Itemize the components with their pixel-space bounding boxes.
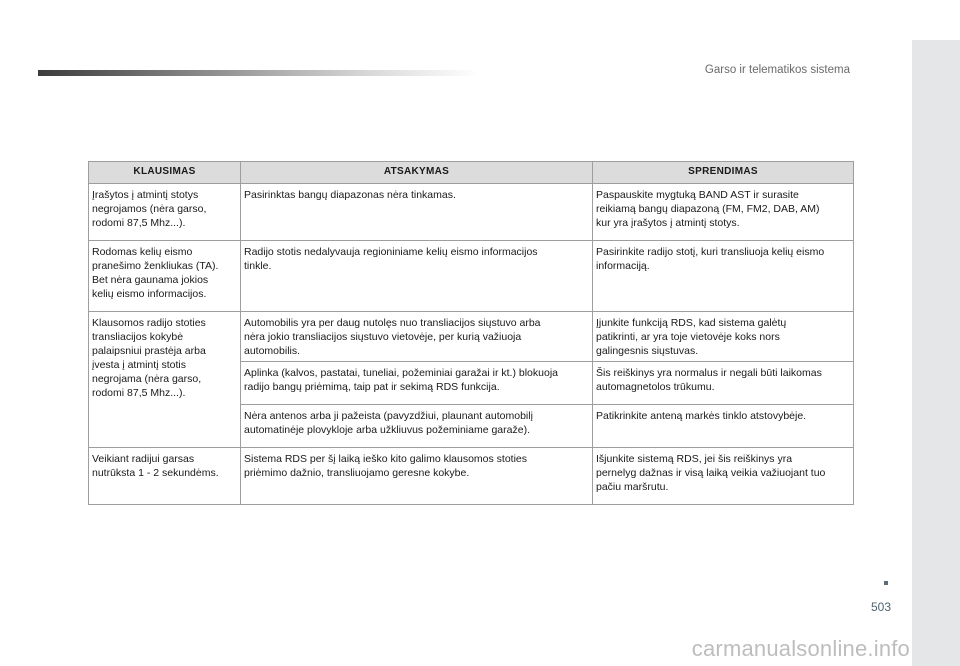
text-line: Nėra antenos arba ji pažeista (pavyzdžiui, plaunant automobilį bbox=[244, 410, 533, 422]
text-line: kur yra įrašytos į atmintį stotys. bbox=[596, 217, 740, 229]
text-line: įvesta į atmintį stotis bbox=[92, 359, 186, 371]
page-marker-square bbox=[884, 581, 888, 585]
answer-cell bbox=[241, 184, 593, 241]
text-line: Veikiant radijui garsas bbox=[92, 453, 195, 465]
table-row bbox=[89, 241, 854, 312]
text-line: pernelyg dažnas ir visą laiką veikia važiuojant tuo bbox=[596, 467, 826, 479]
answer-cell bbox=[241, 312, 593, 362]
text-line: Įjunkite funkciją RDS, kad sistema galėtų bbox=[596, 317, 787, 329]
text-line: informaciją. bbox=[596, 260, 650, 272]
text-line: galingesnis siųstuvas. bbox=[596, 345, 699, 357]
solution-cell bbox=[593, 362, 854, 405]
text-line: Išjunkite sistemą RDS, jei šis reiškinys yra bbox=[596, 453, 793, 465]
text-line: Bet nėra gaunama jokios bbox=[92, 274, 209, 286]
text-line: Klausomos radijo stoties bbox=[92, 317, 206, 329]
text-line: negrojama (nėra garso, bbox=[92, 373, 202, 385]
question-cell bbox=[89, 448, 241, 505]
text-line: transliacijos kokybė bbox=[92, 331, 184, 343]
solution-cell bbox=[593, 448, 854, 505]
text-line: automobilis. bbox=[244, 345, 301, 357]
text-line: negrojamos (nėra garso, bbox=[92, 203, 207, 215]
text-line: priėmimo dažnio, transliuojamo geresne kokybe. bbox=[244, 467, 470, 479]
text-line: Patikrinkite anteną markės tinklo atstovybėje. bbox=[596, 410, 807, 422]
header-gradient-bar bbox=[38, 70, 478, 76]
text-line: Radijo stotis nedalyvauja regioniniame kelių eismo informacijos bbox=[244, 246, 538, 258]
text-line: Pasirinktas bangų diapazonas nėra tinkamas. bbox=[244, 189, 456, 201]
text-line: patikrinti, ar yra toje vietovėje koks nors bbox=[596, 331, 780, 343]
text-line: kelių eismo informacijos. bbox=[92, 288, 207, 300]
question-cell bbox=[89, 241, 241, 312]
section-title: Garso ir telematikos sistema bbox=[704, 64, 850, 76]
question-cell bbox=[89, 184, 241, 241]
column-header-solution: SPRENDIMAS bbox=[593, 162, 854, 184]
text-line: Aplinka (kalvos, pastatai, tuneliai, požeminiai garažai ir kt.) blokuoja bbox=[244, 367, 558, 379]
column-header-answer: ATSAKYMAS bbox=[241, 162, 593, 184]
solution-cell bbox=[593, 184, 854, 241]
column-header-question: KLAUSIMAS bbox=[89, 162, 241, 184]
text-line: nutrūksta 1 - 2 sekundėms. bbox=[92, 467, 219, 479]
side-tab-strip bbox=[912, 40, 960, 666]
answer-cell bbox=[241, 362, 593, 405]
watermark: carmanualsonline.info bbox=[691, 636, 910, 661]
text-line: reikiamą bangų diapazoną (FM, FM2, DAB, AM) bbox=[596, 203, 820, 215]
text-line: Rodomas kelių eismo bbox=[92, 246, 193, 258]
text-line: rodomi 87,5 Mhz...). bbox=[92, 387, 186, 399]
text-line: automagnetolos trūkumu. bbox=[596, 381, 715, 393]
text-line: pačiu maršrutu. bbox=[596, 481, 669, 493]
text-line: Šis reiškinys yra normalus ir negali būti laikomas bbox=[596, 367, 822, 379]
text-line: Sistema RDS per šį laiką ieško kito galimo klausomos stoties bbox=[244, 453, 528, 465]
question-cell bbox=[89, 312, 241, 448]
text-line: tinkle. bbox=[244, 260, 272, 272]
text-line: rodomi 87,5 Mhz...). bbox=[92, 217, 186, 229]
page-number: 503 bbox=[870, 600, 892, 614]
table-row bbox=[89, 184, 854, 241]
text-line: Pasirinkite radijo stotį, kuri transliuoja kelių eismo bbox=[596, 246, 825, 258]
text-line: radijo bangų priėmimą, taip pat ir sekimą RDS funkcija. bbox=[244, 381, 500, 393]
text-line: nėra jokio transliacijos siųstuvo vietovėje, per kurią važiuoja bbox=[244, 331, 522, 343]
text-line: palaipsniui prastėja arba bbox=[92, 345, 206, 357]
answer-cell bbox=[241, 241, 593, 312]
solution-cell bbox=[593, 405, 854, 448]
solution-cell bbox=[593, 241, 854, 312]
answer-cell bbox=[241, 448, 593, 505]
answer-cell bbox=[241, 405, 593, 448]
table-header-row bbox=[89, 162, 854, 184]
solution-cell bbox=[593, 312, 854, 362]
text-line: Paspauskite mygtuką BAND AST ir surasite bbox=[596, 189, 799, 201]
text-line: automatinėje plovykloje arba užkliuvus požeminiame garaže). bbox=[244, 424, 530, 436]
table-row bbox=[89, 312, 854, 362]
text-line: Įrašytos į atmintį stotys bbox=[92, 189, 199, 201]
text-line: Automobilis yra per daug nutolęs nuo transliacijos siųstuvo arba bbox=[244, 317, 541, 329]
text-line: pranešimo ženkliukas (TA). bbox=[92, 260, 219, 272]
table-row bbox=[89, 448, 854, 505]
faq-table bbox=[88, 161, 854, 505]
